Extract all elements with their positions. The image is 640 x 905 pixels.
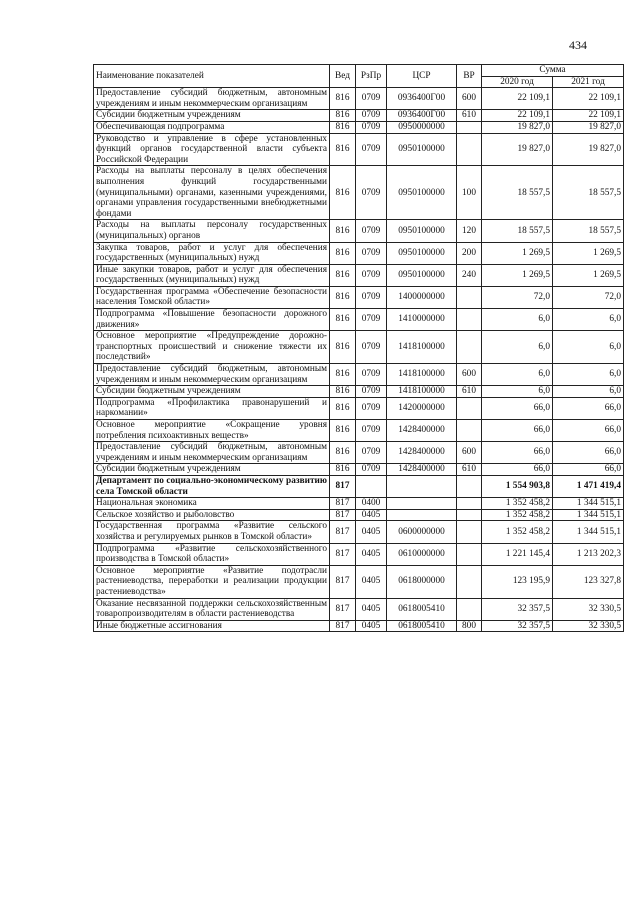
cell-name: Предоставление субсидий бюджетным, автономным учреждениям и иным некоммерческим организациям (94, 364, 330, 386)
budget-table (93, 64, 624, 632)
table-row (94, 264, 624, 286)
header-2021: 2021 год (553, 76, 624, 88)
page-number: 434 (569, 38, 587, 52)
cell-name: Оказание несвязанной поддержки сельскохозяйственным товаропроизводителям в области растениеводства (94, 598, 330, 620)
cell-rzpr: 0400 (356, 498, 387, 510)
cell-ved: 817 (330, 620, 356, 632)
cell-y2021: 66,0 (553, 464, 624, 476)
cell-y2021: 18 557,5 (553, 166, 624, 220)
cell-ved: 816 (330, 220, 356, 242)
cell-rzpr: 0405 (356, 620, 387, 632)
cell-csr: 0950100000 (387, 242, 457, 264)
cell-csr: 0618005410 (387, 620, 457, 632)
cell-ved: 817 (330, 509, 356, 521)
cell-y2021: 6,0 (553, 331, 624, 364)
cell-y2020: 1 352 458,2 (482, 509, 553, 521)
table-row (94, 88, 624, 110)
cell-name: Подпрограмма «Повышение безопасности дорожного движения» (94, 309, 330, 331)
cell-rzpr: 0709 (356, 133, 387, 166)
cell-y2021: 1 344 515,1 (553, 509, 624, 521)
cell-csr: 1428400000 (387, 464, 457, 476)
table-row (94, 464, 624, 476)
cell-csr: 1418100000 (387, 331, 457, 364)
cell-ved: 816 (330, 464, 356, 476)
cell-vr (457, 331, 482, 364)
cell-name: Основное мероприятие «Развитие подотрасли растениеводства, переработки и реализации продукции растениеводства» (94, 565, 330, 598)
cell-name: Расходы на выплаты персоналу в целях обеспечения выполнения функций государственными (муниципальными) органами, казенными учреждениями, органами управления государственными внебюджетными фондами (94, 166, 330, 220)
cell-y2021: 66,0 (553, 420, 624, 442)
cell-rzpr: 0709 (356, 88, 387, 110)
cell-vr: 610 (457, 110, 482, 122)
cell-ved: 817 (330, 475, 356, 497)
cell-name: Субсидии бюджетным учреждениям (94, 386, 330, 398)
header-vr: ВР (457, 65, 482, 88)
table-row (94, 420, 624, 442)
cell-y2020: 6,0 (482, 364, 553, 386)
cell-csr (387, 509, 457, 521)
cell-name: Расходы на выплаты персоналу государственных (муниципальных) органов (94, 220, 330, 242)
header-row (94, 65, 624, 77)
cell-y2021: 1 344 515,1 (553, 521, 624, 543)
table-row (94, 121, 624, 133)
cell-vr: 100 (457, 166, 482, 220)
cell-csr: 0950000000 (387, 121, 457, 133)
table-row (94, 331, 624, 364)
cell-y2021: 19 827,0 (553, 133, 624, 166)
cell-ved: 816 (330, 121, 356, 133)
cell-ved: 817 (330, 565, 356, 598)
table-row (94, 309, 624, 331)
table-row (94, 110, 624, 122)
header-ved: Вед (330, 65, 356, 88)
cell-ved: 817 (330, 543, 356, 565)
cell-y2021: 32 330,5 (553, 598, 624, 620)
table-row (94, 620, 624, 632)
cell-csr: 1428400000 (387, 420, 457, 442)
cell-y2021: 6,0 (553, 309, 624, 331)
cell-y2020: 72,0 (482, 286, 553, 308)
cell-csr: 0950100000 (387, 166, 457, 220)
cell-y2020: 1 554 903,8 (482, 475, 553, 497)
cell-rzpr: 0709 (356, 110, 387, 122)
cell-vr: 610 (457, 386, 482, 398)
cell-y2020: 6,0 (482, 386, 553, 398)
cell-y2021: 66,0 (553, 397, 624, 419)
cell-ved: 816 (330, 386, 356, 398)
cell-name: Основное мероприятие «Предупреждение дорожно-транспортных происшествий и снижение тяжести их последствий» (94, 331, 330, 364)
cell-rzpr: 0709 (356, 220, 387, 242)
cell-vr (457, 121, 482, 133)
cell-name: Обеспечивающая подпрограмма (94, 121, 330, 133)
cell-vr: 600 (457, 442, 482, 464)
table-row (94, 133, 624, 166)
cell-y2020: 1 352 458,2 (482, 521, 553, 543)
cell-name: Подпрограмма «Развитие сельскохозяйственного производства в Томской области» (94, 543, 330, 565)
table-row (94, 242, 624, 264)
cell-y2021: 66,0 (553, 442, 624, 464)
cell-y2020: 32 357,5 (482, 620, 553, 632)
cell-y2021: 1 269,5 (553, 264, 624, 286)
cell-y2021: 22 109,1 (553, 110, 624, 122)
cell-rzpr: 0405 (356, 565, 387, 598)
cell-vr (457, 475, 482, 497)
cell-ved: 816 (330, 286, 356, 308)
cell-vr (457, 521, 482, 543)
cell-name: Субсидии бюджетным учреждениям (94, 110, 330, 122)
cell-rzpr: 0709 (356, 386, 387, 398)
cell-csr: 1410000000 (387, 309, 457, 331)
cell-csr: 1400000000 (387, 286, 457, 308)
cell-y2020: 19 827,0 (482, 121, 553, 133)
table-row (94, 364, 624, 386)
cell-name: Основное мероприятие «Сокращение уровня потребления психоактивных веществ» (94, 420, 330, 442)
cell-csr: 0618005410 (387, 598, 457, 620)
table-row (94, 475, 624, 497)
table-row (94, 565, 624, 598)
cell-name: Субсидии бюджетным учреждениям (94, 464, 330, 476)
cell-y2020: 18 557,5 (482, 220, 553, 242)
cell-y2020: 66,0 (482, 397, 553, 419)
cell-y2020: 22 109,1 (482, 88, 553, 110)
header-sum: Сумма (482, 65, 624, 77)
cell-ved: 816 (330, 364, 356, 386)
cell-y2021: 123 327,8 (553, 565, 624, 598)
cell-name: Государственная программа «Обеспечение безопасности населения Томской области» (94, 286, 330, 308)
cell-name: Закупка товаров, работ и услуг для обеспечения государственных (муниципальных) нужд (94, 242, 330, 264)
cell-y2020: 6,0 (482, 309, 553, 331)
cell-vr (457, 309, 482, 331)
cell-name: Руководство и управление в сфере установленных функций органов государственной власти субъекта Российской Федерации (94, 133, 330, 166)
cell-vr (457, 509, 482, 521)
cell-vr: 200 (457, 242, 482, 264)
cell-name: Государственная программа «Развитие сельского хозяйства и регулируемых рынков в Томской области» (94, 521, 330, 543)
table-row (94, 521, 624, 543)
table-row (94, 386, 624, 398)
cell-csr: 1420000000 (387, 397, 457, 419)
cell-name: Иные закупки товаров, работ и услуг для обеспечения государственных (муниципальных) нужд (94, 264, 330, 286)
cell-y2020: 123 195,9 (482, 565, 553, 598)
cell-y2021: 18 557,5 (553, 220, 624, 242)
cell-ved: 816 (330, 133, 356, 166)
cell-rzpr: 0709 (356, 364, 387, 386)
cell-vr (457, 543, 482, 565)
table-row (94, 166, 624, 220)
cell-y2021: 1 471 419,4 (553, 475, 624, 497)
cell-csr (387, 475, 457, 497)
cell-ved: 816 (330, 420, 356, 442)
cell-csr: 1428400000 (387, 442, 457, 464)
cell-rzpr: 0709 (356, 331, 387, 364)
cell-y2020: 1 352 458,2 (482, 498, 553, 510)
cell-y2020: 6,0 (482, 331, 553, 364)
cell-rzpr: 0709 (356, 242, 387, 264)
cell-ved: 816 (330, 331, 356, 364)
cell-csr: 1418100000 (387, 386, 457, 398)
cell-ved: 817 (330, 498, 356, 510)
cell-rzpr: 0405 (356, 598, 387, 620)
header-rzpr: РзПр (356, 65, 387, 88)
cell-name: Предоставление субсидий бюджетным, автономным учреждениям и иным некоммерческим организациям (94, 442, 330, 464)
table-row (94, 509, 624, 521)
cell-vr (457, 498, 482, 510)
cell-csr (387, 498, 457, 510)
cell-y2020: 66,0 (482, 442, 553, 464)
cell-y2020: 22 109,1 (482, 110, 553, 122)
cell-rzpr: 0709 (356, 420, 387, 442)
cell-csr: 1418100000 (387, 364, 457, 386)
cell-ved: 816 (330, 166, 356, 220)
cell-rzpr: 0709 (356, 166, 387, 220)
cell-name: Подпрограмма «Профилактика правонарушений и наркомании» (94, 397, 330, 419)
cell-vr: 600 (457, 88, 482, 110)
cell-csr: 0600000000 (387, 521, 457, 543)
cell-rzpr: 0709 (356, 286, 387, 308)
cell-csr: 0936400Г00 (387, 110, 457, 122)
cell-name: Национальная экономика (94, 498, 330, 510)
cell-vr: 600 (457, 364, 482, 386)
cell-vr (457, 420, 482, 442)
cell-vr: 240 (457, 264, 482, 286)
cell-y2021: 1 344 515,1 (553, 498, 624, 510)
cell-vr (457, 565, 482, 598)
cell-y2020: 32 357,5 (482, 598, 553, 620)
cell-y2021: 19 827,0 (553, 121, 624, 133)
cell-rzpr: 0709 (356, 121, 387, 133)
cell-y2020: 1 221 145,4 (482, 543, 553, 565)
cell-name: Предоставление субсидий бюджетным, автономным учреждениям и иным некоммерческим организациям (94, 88, 330, 110)
cell-y2021: 6,0 (553, 364, 624, 386)
cell-ved: 816 (330, 264, 356, 286)
cell-vr (457, 133, 482, 166)
table-row (94, 286, 624, 308)
cell-y2020: 66,0 (482, 420, 553, 442)
table-row (94, 598, 624, 620)
cell-ved: 816 (330, 442, 356, 464)
cell-y2020: 66,0 (482, 464, 553, 476)
table-row (94, 543, 624, 565)
cell-name: Иные бюджетные ассигнования (94, 620, 330, 632)
table-row (94, 442, 624, 464)
cell-y2021: 22 109,1 (553, 88, 624, 110)
cell-y2021: 1 213 202,3 (553, 543, 624, 565)
cell-vr: 800 (457, 620, 482, 632)
cell-rzpr: 0709 (356, 464, 387, 476)
cell-y2020: 1 269,5 (482, 242, 553, 264)
table-row (94, 498, 624, 510)
cell-rzpr: 0709 (356, 397, 387, 419)
cell-rzpr: 0709 (356, 264, 387, 286)
cell-rzpr: 0709 (356, 442, 387, 464)
cell-csr: 0618000000 (387, 565, 457, 598)
cell-csr: 0950100000 (387, 264, 457, 286)
cell-ved: 816 (330, 242, 356, 264)
cell-rzpr: 0709 (356, 309, 387, 331)
cell-ved: 816 (330, 88, 356, 110)
table-row (94, 220, 624, 242)
cell-y2021: 6,0 (553, 386, 624, 398)
cell-ved: 816 (330, 110, 356, 122)
cell-ved: 816 (330, 309, 356, 331)
cell-vr (457, 598, 482, 620)
cell-y2020: 19 827,0 (482, 133, 553, 166)
header-name: Наименование показателей (94, 65, 330, 88)
cell-rzpr: 0405 (356, 509, 387, 521)
cell-rzpr: 0405 (356, 521, 387, 543)
cell-rzpr (356, 475, 387, 497)
cell-y2020: 1 269,5 (482, 264, 553, 286)
cell-vr: 120 (457, 220, 482, 242)
cell-y2021: 72,0 (553, 286, 624, 308)
cell-name: Сельское хозяйство и рыболовство (94, 509, 330, 521)
cell-name: Департамент по социально-экономическому развитию села Томской области (94, 475, 330, 497)
header-csr: ЦСР (387, 65, 457, 88)
cell-vr (457, 286, 482, 308)
cell-csr: 0936400Г00 (387, 88, 457, 110)
cell-rzpr: 0405 (356, 543, 387, 565)
table-row (94, 397, 624, 419)
header-2020: 2020 год (482, 76, 553, 88)
cell-csr: 0950100000 (387, 220, 457, 242)
cell-ved: 816 (330, 397, 356, 419)
cell-csr: 0610000000 (387, 543, 457, 565)
cell-csr: 0950100000 (387, 133, 457, 166)
cell-y2021: 1 269,5 (553, 242, 624, 264)
cell-ved: 817 (330, 598, 356, 620)
cell-ved: 817 (330, 521, 356, 543)
cell-vr: 610 (457, 464, 482, 476)
cell-vr (457, 397, 482, 419)
cell-y2021: 32 330,5 (553, 620, 624, 632)
cell-y2020: 18 557,5 (482, 166, 553, 220)
